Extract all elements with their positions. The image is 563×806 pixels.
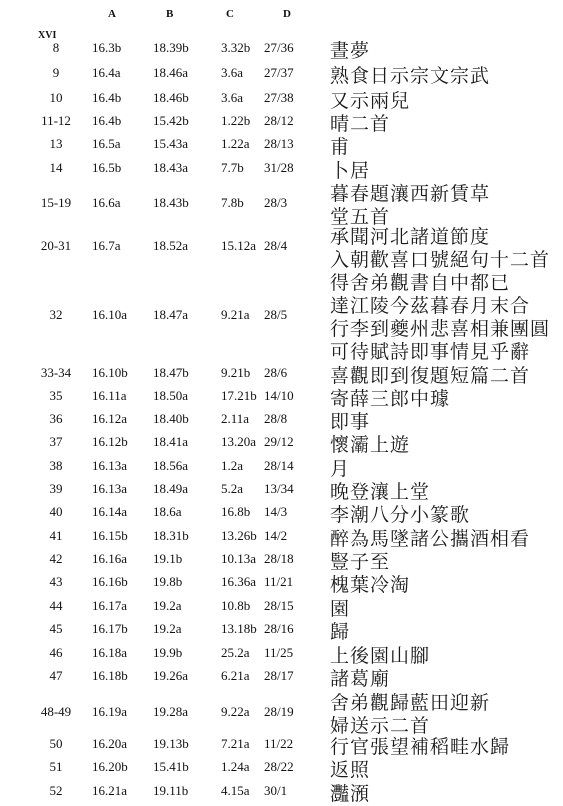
ref-a: 16.17a xyxy=(92,598,128,613)
ref-c: 16.8b xyxy=(221,504,251,519)
ref-a: 16.4b xyxy=(92,90,122,105)
ref-d: 28/6 xyxy=(264,365,288,380)
row-number: 40 xyxy=(49,504,63,519)
ref-d: 28/18 xyxy=(264,551,294,566)
ref-b: 18.49a xyxy=(153,481,189,496)
ref-a: 16.15b xyxy=(92,528,128,543)
table-row xyxy=(0,458,563,481)
row-number: 38 xyxy=(49,458,63,473)
ref-b: 18.46b xyxy=(153,90,189,105)
ref-c: 7.21a xyxy=(221,736,250,751)
ref-a: 16.19a xyxy=(92,704,128,719)
ref-c: 9.22a xyxy=(221,704,250,719)
poem-title: 晴二首 xyxy=(330,113,391,135)
poem-title: 行李到夔州悲喜相兼團圓 xyxy=(330,318,551,340)
poem-title: 歸 xyxy=(330,621,351,643)
ref-b: 18.6a xyxy=(153,504,182,519)
ref-a: 16.16a xyxy=(92,551,128,566)
ref-b: 18.31b xyxy=(153,528,189,543)
ref-b: 19.1b xyxy=(153,551,183,566)
poem-title: 月 xyxy=(330,458,351,480)
ref-b: 18.47b xyxy=(153,365,189,380)
column-header-a: A xyxy=(108,8,117,20)
poem-title: 即事 xyxy=(330,411,371,433)
ref-d: 27/37 xyxy=(264,65,294,80)
ref-b: 18.39b xyxy=(153,40,189,55)
ref-a: 16.10b xyxy=(92,365,128,380)
row-number: 50 xyxy=(49,736,63,751)
ref-b: 18.52a xyxy=(153,238,189,253)
poem-title: 堂五首 xyxy=(330,206,391,228)
ref-a: 16.12a xyxy=(92,411,128,426)
poem-title: 寄薛三郎中璩 xyxy=(330,388,451,410)
table-row xyxy=(0,272,563,364)
ref-d: 28/3 xyxy=(264,195,288,210)
ref-a: 16.12b xyxy=(92,434,128,449)
ref-c: 1.22b xyxy=(221,113,251,128)
ref-a: 16.4b xyxy=(92,113,122,128)
poem-title: 懷灞上遊 xyxy=(330,434,411,456)
ref-a: 16.21a xyxy=(92,783,128,798)
row-number: 41 xyxy=(49,528,63,543)
row-number: 37 xyxy=(49,434,63,449)
ref-b: 18.50a xyxy=(153,388,189,403)
ref-c: 9.21b xyxy=(221,365,251,380)
ref-c: 10.13a xyxy=(221,551,257,566)
ref-c: 1.2a xyxy=(221,458,244,473)
column-header-d: D xyxy=(283,8,292,20)
table-row xyxy=(0,65,563,88)
poem-title: 槐葉冷淘 xyxy=(330,574,411,596)
poem-title: 得舍弟觀書自中都已 xyxy=(330,272,511,294)
poem-title: 李潮八分小篆歌 xyxy=(330,504,471,526)
ref-b: 19.11b xyxy=(153,783,189,798)
ref-d: 31/28 xyxy=(264,160,294,175)
ref-b: 18.46a xyxy=(153,65,189,80)
poem-title: 上後園山腳 xyxy=(330,645,431,667)
ref-c: 2.11a xyxy=(221,411,250,426)
row-number: 9 xyxy=(52,65,60,80)
ref-a: 16.18b xyxy=(92,668,128,683)
ref-d: 11/21 xyxy=(264,574,294,589)
ref-b: 19.2a xyxy=(153,598,182,613)
ref-a: 16.20b xyxy=(92,759,128,774)
ref-c: 16.36a xyxy=(221,574,257,589)
poem-title: 喜觀即到復題短篇二首 xyxy=(330,365,531,387)
ref-d: 28/4 xyxy=(264,238,288,253)
poem-title: 熟食日示宗文宗武 xyxy=(330,65,491,87)
ref-c: 13.26b xyxy=(221,528,257,543)
row-number: 46 xyxy=(49,645,63,660)
poem-title: 又示兩兒 xyxy=(330,90,411,112)
row-number: 33-34 xyxy=(40,365,72,380)
row-number: 52 xyxy=(49,783,63,798)
row-number: 45 xyxy=(49,621,63,636)
ref-c: 13.18b xyxy=(221,621,257,636)
ref-b: 18.47a xyxy=(153,307,189,322)
table-row xyxy=(0,365,563,388)
row-number: 39 xyxy=(49,481,63,496)
poem-title: 可待賦詩即事情見乎辭 xyxy=(330,341,531,363)
row-number: 35 xyxy=(49,388,63,403)
row-number: 36 xyxy=(49,411,63,426)
poem-title: 甫 xyxy=(330,136,351,158)
ref-a: 16.20a xyxy=(92,736,128,751)
ref-d: 30/1 xyxy=(264,783,288,798)
poem-title: 達江陵今茲暮春月末合 xyxy=(330,295,531,317)
ref-b: 18.41a xyxy=(153,434,189,449)
ref-a: 16.5a xyxy=(92,136,121,151)
poem-title: 返照 xyxy=(330,759,371,781)
ref-d: 28/14 xyxy=(264,458,294,473)
ref-c: 13.20a xyxy=(221,434,257,449)
poem-title: 諸葛廟 xyxy=(330,668,391,690)
table-row xyxy=(0,621,563,644)
row-number: 32 xyxy=(49,307,63,322)
row-number: 10 xyxy=(49,90,63,105)
table-row xyxy=(0,598,563,621)
ref-a: 16.14a xyxy=(92,504,128,519)
row-number: 14 xyxy=(49,160,63,175)
ref-c: 6.21a xyxy=(221,668,250,683)
poem-title: 卜居 xyxy=(330,160,371,182)
ref-c: 7.7b xyxy=(221,160,244,175)
ref-b: 19.26a xyxy=(153,668,189,683)
table-row xyxy=(0,136,563,159)
row-number: 47 xyxy=(49,668,63,683)
ref-c: 1.22a xyxy=(221,136,250,151)
ref-d: 11/22 xyxy=(264,736,294,751)
ref-a: 16.6a xyxy=(92,195,121,210)
ref-a: 16.4a xyxy=(92,65,121,80)
ref-a: 16.18a xyxy=(92,645,128,660)
ref-a: 16.16b xyxy=(92,574,128,589)
poem-title: 承聞河北諸道節度 xyxy=(330,226,491,248)
table-row xyxy=(0,434,563,457)
ref-b: 19.9b xyxy=(153,645,183,660)
poem-title: 暮春題瀼西新賃草 xyxy=(330,183,491,205)
ref-a: 16.17b xyxy=(92,621,128,636)
ref-c: 3.6a xyxy=(221,65,244,80)
table-row xyxy=(0,113,563,136)
poem-title: 醉為馬墜諸公攜酒相看 xyxy=(330,528,531,550)
ref-b: 19.28a xyxy=(153,704,189,719)
ref-d: 13/34 xyxy=(264,481,294,496)
ref-c: 9.21a xyxy=(221,307,250,322)
poem-title: 豎子至 xyxy=(330,551,391,573)
ref-d: 28/5 xyxy=(264,307,288,322)
table-row xyxy=(0,783,563,806)
ref-d: 28/19 xyxy=(264,704,294,719)
ref-d: 29/12 xyxy=(264,434,294,449)
table-row xyxy=(0,226,563,272)
ref-d: 27/36 xyxy=(264,40,294,55)
ref-d: 14/3 xyxy=(264,504,288,519)
table-row xyxy=(0,528,563,551)
poem-title: 園 xyxy=(330,598,351,620)
ref-b: 19.8b xyxy=(153,574,183,589)
ref-a: 16.13a xyxy=(92,458,128,473)
ref-a: 16.5b xyxy=(92,160,122,175)
table-row xyxy=(0,574,563,597)
row-number: 43 xyxy=(49,574,63,589)
row-number: 44 xyxy=(49,598,63,613)
poem-title: 舍弟觀歸藍田迎新 xyxy=(330,692,491,714)
ref-a: 16.3b xyxy=(92,40,122,55)
poem-title: 晝夢 xyxy=(330,40,371,62)
table-row xyxy=(0,388,563,411)
row-number: 15-19 xyxy=(40,195,72,210)
table-row xyxy=(0,645,563,668)
table-row xyxy=(0,759,563,782)
ref-b: 15.41b xyxy=(153,759,189,774)
row-number: 13 xyxy=(49,136,63,151)
poem-title: 入朝歡喜口號絕句十二首 xyxy=(330,249,551,271)
ref-d: 14/10 xyxy=(264,388,294,403)
column-header-c: C xyxy=(226,8,235,20)
ref-c: 1.24a xyxy=(221,759,250,774)
ref-d: 11/25 xyxy=(264,645,294,660)
column-header-b: B xyxy=(166,8,174,20)
ref-b: 15.43a xyxy=(153,136,189,151)
ref-b: 18.43b xyxy=(153,195,189,210)
ref-d: 28/12 xyxy=(264,113,294,128)
table-row xyxy=(0,551,563,574)
ref-a: 16.10a xyxy=(92,307,128,322)
ref-b: 18.56a xyxy=(153,458,189,473)
ref-d: 14/2 xyxy=(264,528,288,543)
table-row xyxy=(0,40,563,63)
ref-b: 19.2a xyxy=(153,621,182,636)
ref-d: 28/8 xyxy=(264,411,288,426)
ref-a: 16.11a xyxy=(92,388,127,403)
row-number: 11-12 xyxy=(41,113,71,128)
ref-b: 18.43a xyxy=(153,160,189,175)
ref-d: 28/16 xyxy=(264,621,294,636)
section-label: XVI xyxy=(38,30,57,41)
ref-d: 28/15 xyxy=(264,598,294,613)
table-row xyxy=(0,736,563,759)
ref-b: 15.42b xyxy=(153,113,189,128)
table-row xyxy=(0,90,563,113)
ref-c: 25.2a xyxy=(221,645,250,660)
ref-c: 10.8b xyxy=(221,598,251,613)
ref-c: 4.15a xyxy=(221,783,250,798)
table-row xyxy=(0,411,563,434)
ref-c: 5.2a xyxy=(221,481,244,496)
ref-c: 17.21b xyxy=(221,388,257,403)
ref-c: 3.6a xyxy=(221,90,244,105)
poem-title: 婦送示二首 xyxy=(330,715,431,737)
ref-b: 18.40b xyxy=(153,411,189,426)
row-number: 20-31 xyxy=(40,238,72,253)
row-number: 8 xyxy=(52,40,60,55)
ref-a: 16.13a xyxy=(92,481,128,496)
row-number: 51 xyxy=(49,759,63,774)
ref-c: 7.8b xyxy=(221,195,244,210)
row-number: 42 xyxy=(49,551,63,566)
ref-d: 27/38 xyxy=(264,90,294,105)
ref-d: 28/13 xyxy=(264,136,294,151)
ref-d: 28/17 xyxy=(264,668,294,683)
ref-d: 28/22 xyxy=(264,759,294,774)
table-row xyxy=(0,481,563,504)
ref-c: 15.12a xyxy=(221,238,257,253)
ref-c: 3.32b xyxy=(221,40,251,55)
row-number: 48-49 xyxy=(40,704,72,719)
ref-a: 16.7a xyxy=(92,238,121,253)
ref-b: 19.13b xyxy=(153,736,189,751)
poem-title: 晚登瀼上堂 xyxy=(330,481,431,503)
poem-title: 行官張望補稻畦水歸 xyxy=(330,736,511,758)
poem-title: 灩澦 xyxy=(330,783,371,805)
